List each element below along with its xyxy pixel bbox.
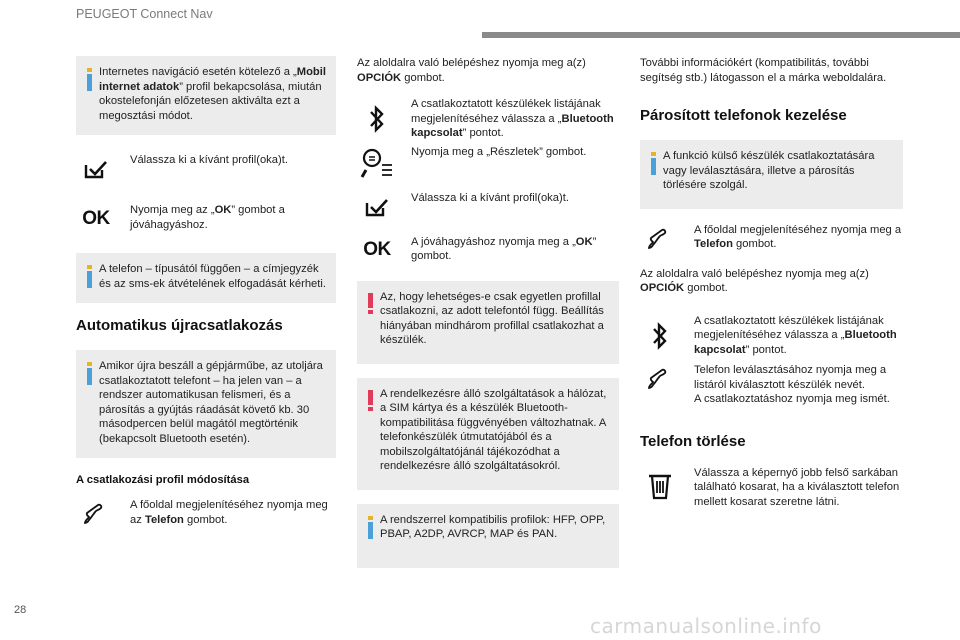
note-text: Az, hogy lehetséges-e csak egyetlen profillal csatlakozni, az adott telefontól függ. Beállítás hiányában mindhárom profillal csatlakozhat a készülék. [380, 290, 604, 346]
info-note [76, 350, 336, 458]
step-delete [640, 466, 903, 510]
note-text: A telefon – típusától függően – a címjegyzék és az sms-ek átvételének elfogadását kérheti. [99, 263, 326, 290]
step-bold: Bluetooth kapcsolat [411, 112, 614, 139]
step-select-profile [76, 153, 336, 185]
step-text: Válassza ki a kívánt profil(oka)t. [411, 191, 569, 204]
info-note [76, 253, 336, 303]
info-icon [649, 152, 658, 175]
header-bar [482, 32, 960, 38]
warning-icon [366, 390, 375, 413]
phone-handset-icon [640, 363, 680, 395]
header-title: PEUGEOT Connect Nav [76, 7, 213, 21]
trash-bin-icon [640, 470, 680, 502]
note-text: Internetes navigáció esetén kötelező a „ [99, 66, 297, 78]
note-bold: Mobil internet adatok [99, 66, 326, 93]
step-text: Válassza a képernyő jobb felső sarkában található kosarat, ha a kiválasztott telefon mellett kosarat szeretne látni. [694, 466, 900, 508]
step-text: Telefon leválasztásához nyomja meg a listáról kiválasztott készülék nevét. [694, 364, 887, 391]
step-press-telefon [76, 498, 336, 530]
step-text: ” gombot. [411, 235, 597, 262]
step-text: gombot. [183, 513, 228, 526]
warning-note [357, 378, 619, 490]
info-note [76, 56, 336, 135]
step-text: A főoldal megjelenítéséhez nyomja meg az [130, 499, 328, 526]
column-1 [76, 56, 336, 542]
phone-handset-icon [640, 223, 680, 255]
note-text: A rendszerrel kompatibilis profilok: HFP, OPP, PBAP, A2DP, AVRCP, MAP és PAN. [380, 513, 606, 540]
step-bluetooth [357, 97, 619, 141]
warning-note [357, 281, 619, 364]
step-bold: Telefon [144, 513, 184, 526]
intro-text: Az aloldalra való belépéshez nyomja meg a(z) OPCIÓK gombot. [357, 57, 586, 84]
step-text: gombot. [732, 238, 777, 250]
intro-text: További információkért (kompatibilitás, további segítség stb.) látogasson el a márka weboldalára. [640, 57, 887, 84]
info-icon [366, 516, 375, 539]
step-text: Válassza ki a kívánt profil(oka)t. [130, 154, 288, 166]
step-details [357, 145, 619, 177]
subheading: A csatlakozási profil módosítása [76, 474, 250, 486]
section-heading: Automatikus újracsatlakozás [76, 317, 283, 334]
step-press-ok [76, 203, 336, 235]
bluetooth-icon [357, 103, 397, 135]
step-bold: Bluetooth kapcsolat [694, 329, 897, 356]
column-3 [640, 56, 903, 521]
info-note [640, 140, 903, 209]
step-press-ok [357, 235, 619, 267]
section-heading: Telefon törlése [640, 432, 746, 450]
step-select-profile [357, 191, 619, 223]
info-icon [85, 68, 94, 91]
step-text: A csatlakoztatott készülékek listájának megjelenítéséhez válassza a „ [694, 314, 884, 341]
note-text: ” profil bekapcsolása, miután okostelefonján előzetesen aktiválta ezt a megosztási módot. [99, 80, 322, 122]
section-heading: Párosított telefonok kezelése [640, 107, 847, 124]
page-number: 28 [14, 604, 27, 616]
bluetooth-icon [640, 320, 680, 352]
step-press-telefon [640, 223, 903, 255]
step-text: ” gombot a jóváhagyáshoz. [130, 204, 285, 231]
step-text: A csatlakoztatáshoz nyomja meg ismét. [694, 393, 890, 405]
watermark: carmanualsonline.info [590, 614, 822, 638]
magnifier-list-icon [357, 147, 397, 179]
step-text: A jóváhagyáshoz nyomja meg a „ [411, 235, 576, 248]
step-text: ” pontot. [745, 343, 787, 356]
checkbox-check-icon [357, 191, 397, 223]
step-text: A csatlakoztatott készülékek listájának megjelenítéséhez válassza a „ [411, 98, 601, 125]
step-text: ” pontot. [462, 127, 504, 139]
step-text: Nyomja meg az „ [130, 204, 215, 216]
note-text: A funkció külső készülék csatlakoztatására vagy leválasztására, illetve a párosítás törlésére szolgál. [663, 150, 875, 191]
info-icon [85, 265, 94, 288]
step-bold: OK [214, 204, 232, 216]
step-bold: OK [575, 235, 593, 248]
intro-text: Az aloldalra való belépéshez nyomja meg a(z) OPCIÓK gombot. [640, 267, 869, 294]
step-bold: Telefon [694, 238, 733, 250]
warning-icon [366, 293, 375, 316]
info-note [357, 504, 619, 568]
ok-icon: OK [363, 239, 391, 261]
info-icon [85, 362, 94, 385]
phone-handset-icon [76, 498, 116, 530]
column-2 [357, 56, 619, 582]
note-text: Amikor újra beszáll a gépjárműbe, az utoljára csatlakoztatott telefont – ha jelen van – a rendszer automatikusan felismeri, és a párosítás a gyújtás ráadását követő kb. 30 másodpercen belül magától megtörténik (bekapcsolt Bluetooth esetén). [99, 360, 323, 445]
step-text: A főoldal megjelenítéséhez nyomja meg a [694, 223, 902, 236]
ok-icon: OK [82, 207, 110, 229]
step-text: Nyomja meg a „Részletek” gombot. [411, 145, 587, 158]
note-text: A rendelkezésre álló szolgáltatások a hálózat, a SIM kártya és a készülék Bluetooth-kompatibilitása függvényében változhatnak. A telefonkészülék útmutatójából és a mobilszolgáltatójánál tájékozódhat a rendelkezésre álló szolgáltatásokról. [380, 387, 607, 472]
step-bluetooth [640, 314, 903, 358]
checkbox-check-icon [76, 153, 116, 185]
step-disconnect [640, 363, 903, 407]
